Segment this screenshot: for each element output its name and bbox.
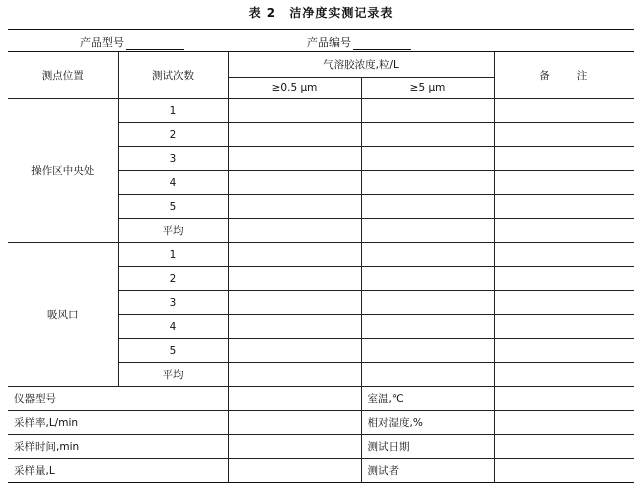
value-0-5-cell[interactable] xyxy=(228,315,361,339)
product-serial-blank[interactable] xyxy=(353,37,411,50)
value-0-5-cell[interactable] xyxy=(228,99,361,123)
value-0-5-cell[interactable] xyxy=(228,267,361,291)
remarks-cell[interactable] xyxy=(494,171,634,195)
header-row-1 xyxy=(8,52,634,78)
table-row xyxy=(8,99,634,123)
test-count-cell: 1 xyxy=(118,99,228,123)
count-header: 测试次数 xyxy=(118,52,228,99)
remarks-cell[interactable] xyxy=(494,99,634,123)
table-title xyxy=(0,4,642,22)
sample-volume-label: 采样量,L xyxy=(8,459,228,483)
test-date-label: 测试日期 xyxy=(361,435,494,459)
group-name-intake: 吸风口 xyxy=(8,243,118,387)
remarks-header: 备 注 xyxy=(494,52,634,99)
tester-value[interactable] xyxy=(494,459,634,483)
value-0-5-cell[interactable] xyxy=(228,339,361,363)
remarks-cell[interactable] xyxy=(494,363,634,387)
remarks-cell[interactable] xyxy=(494,291,634,315)
top-rule xyxy=(8,29,634,30)
value-5-cell[interactable] xyxy=(361,99,494,123)
footer-row xyxy=(8,459,634,483)
sample-volume-value[interactable] xyxy=(228,459,361,483)
table-row xyxy=(8,243,634,267)
test-count-cell: 2 xyxy=(118,267,228,291)
sampling-time-label: 采样时间,min xyxy=(8,435,228,459)
test-count-cell: 5 xyxy=(118,195,228,219)
record-table xyxy=(8,51,634,483)
value-5-cell[interactable] xyxy=(361,363,494,387)
sampling-rate-value[interactable] xyxy=(228,411,361,435)
product-model-blank[interactable] xyxy=(126,37,184,50)
position-header: 测点位置 xyxy=(8,52,118,99)
test-count-cell: 5 xyxy=(118,339,228,363)
sampling-time-value[interactable] xyxy=(228,435,361,459)
test-date-value[interactable] xyxy=(494,435,634,459)
value-0-5-cell[interactable] xyxy=(228,195,361,219)
concentration-header: 气溶胶浓度,粒/L xyxy=(228,52,494,78)
tester-label: 测试者 xyxy=(361,459,494,483)
value-0-5-cell[interactable] xyxy=(228,123,361,147)
remarks-cell[interactable] xyxy=(494,339,634,363)
remarks-cell[interactable] xyxy=(494,243,634,267)
value-0-5-cell[interactable] xyxy=(228,291,361,315)
footer-row xyxy=(8,435,634,459)
value-5-cell[interactable] xyxy=(361,267,494,291)
test-count-cell: 3 xyxy=(118,147,228,171)
value-5-cell[interactable] xyxy=(361,291,494,315)
room-temperature-value[interactable] xyxy=(494,387,634,411)
value-0-5-cell[interactable] xyxy=(228,219,361,243)
remarks-cell[interactable] xyxy=(494,147,634,171)
test-count-cell: 平均 xyxy=(118,219,228,243)
size-5-header: ≥5 μm xyxy=(361,78,494,99)
product-model-label: 产品型号 xyxy=(80,36,124,49)
value-5-cell[interactable] xyxy=(361,123,494,147)
room-temperature-label: 室温,℃ xyxy=(361,387,494,411)
instrument-model-value[interactable] xyxy=(228,387,361,411)
value-0-5-cell[interactable] xyxy=(228,243,361,267)
value-5-cell[interactable] xyxy=(361,171,494,195)
test-count-cell: 4 xyxy=(118,171,228,195)
value-5-cell[interactable] xyxy=(361,243,494,267)
instrument-model-label: 仪器型号 xyxy=(8,387,228,411)
test-count-cell: 2 xyxy=(118,123,228,147)
relative-humidity-label: 相对湿度,% xyxy=(361,411,494,435)
table-caption: 洁净度实测记录表 xyxy=(289,6,394,20)
test-count-cell: 平均 xyxy=(118,363,228,387)
test-count-cell: 4 xyxy=(118,315,228,339)
value-5-cell[interactable] xyxy=(361,195,494,219)
sampling-rate-label: 采样率,L/min xyxy=(8,411,228,435)
product-model-field xyxy=(80,34,184,52)
remarks-cell[interactable] xyxy=(494,315,634,339)
value-5-cell[interactable] xyxy=(361,147,494,171)
size-0-5-header: ≥0.5 μm xyxy=(228,78,361,99)
product-serial-label: 产品编号 xyxy=(307,36,351,49)
remarks-cell[interactable] xyxy=(494,123,634,147)
remarks-cell[interactable] xyxy=(494,195,634,219)
test-count-cell: 3 xyxy=(118,291,228,315)
value-5-cell[interactable] xyxy=(361,339,494,363)
product-serial-field xyxy=(307,34,411,52)
remarks-cell[interactable] xyxy=(494,267,634,291)
value-5-cell[interactable] xyxy=(361,219,494,243)
value-0-5-cell[interactable] xyxy=(228,147,361,171)
test-count-cell: 1 xyxy=(118,243,228,267)
remarks-cell[interactable] xyxy=(494,219,634,243)
value-5-cell[interactable] xyxy=(361,315,494,339)
value-0-5-cell[interactable] xyxy=(228,363,361,387)
group-name-center: 操作区中央处 xyxy=(8,99,118,243)
footer-row xyxy=(8,411,634,435)
footer-row xyxy=(8,387,634,411)
relative-humidity-value[interactable] xyxy=(494,411,634,435)
value-0-5-cell[interactable] xyxy=(228,171,361,195)
table-number: 表 2 xyxy=(248,6,277,20)
